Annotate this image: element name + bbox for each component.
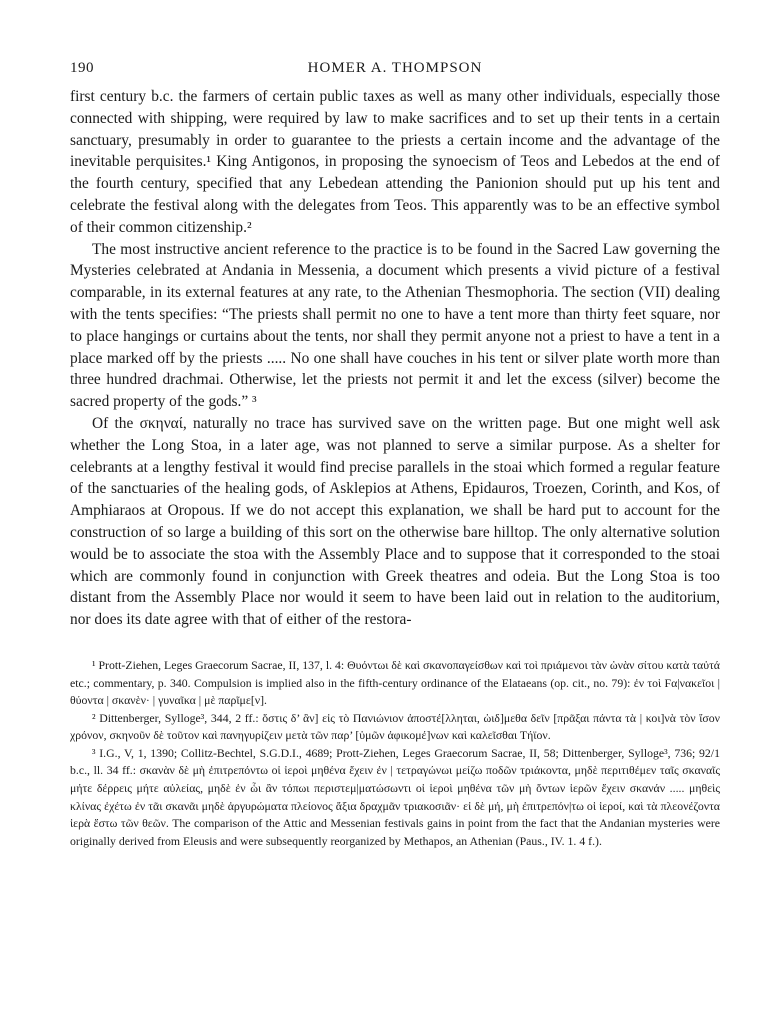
running-head [70, 60, 720, 86]
page-number: 190 [70, 60, 94, 76]
page [70, 60, 720, 850]
body-paragraph: The most instructive ancient reference to the practice is to be found in the Sacred Law governing the Mysteries celebrated at Andania in Messenia, a document which presents a vivid picture of a festival comparable, in its external features at any rate, to the Athenian Thesmophoria. The section (VII) dealing with the tents specifies: “The priests shall permit no one to have a tent more than thirty feet square, nor to place hangings or curtains about the tents, nor shall they permit anyone not a priest to have a tent in a place marked off by the priests ..... No one shall have couches in his tent or silver plate worth more than three hundred drachmai. Otherwise, let the priests not permit it and let the excess (silver) become the sacred property of the gods.” ³ [70, 240, 720, 411]
running-head-author: HOMER A. THOMPSON [307, 60, 483, 76]
footnote: ¹ Prott-Ziehen, Leges Graecorum Sacrae, II, 137, l. 4: Θυόντωι δὲ καὶ σκανοπαγείσθων καὶ τοὶ πριάμενοι τὰν ὠνὰν σίτου κατὰ ταὐτά etc.; commentary, p. 340. Compulsion is implied also in the fifth-century ordinance of the Elataeans (op. cit., no. 79): ἐν τοὶ Ϝα|νακεῖοι | θύοντα | σκανὲν· | γυναῖκα | μὲ παρῖμε[ν]. [70, 657, 720, 708]
footnote: ² Dittenberger, Sylloge³, 344, 2 ff.: ὅστις δ’ ἂν] εἰς τὸ Πανιώνιον ἀποστέ[λληται, ὡιδ]μεθα δεῖν [πρᾶξαι πάντα τὰ | κοι]νὰ τὸν ἴσον χρόνον, σκηνοῦν δὲ τοῦτον καὶ πανηγυρίζειν μετὰ τῶν παρ’ [ὑμῶν ἀφικομέ]νων καὶ καλεῖσθαι Τήϊον. [70, 710, 720, 743]
body-paragraph: Of the σκηναί, naturally no trace has survived save on the written page. But one might well ask whether the Long Stoa, in a later age, was not planned to serve a similar purpose. As a shelter for celebrants at a lengthy festival it would find precise parallels in the stoai which formed a regular feature of the sanctuaries of the healing gods, of Asklepios at Athens, Epidauros, Troezen, Corinth, and Kos, of Amphiaraos at Oropous. If we do not accept this explanation, we shall be hard put to account for the construction of so large a building of this sort on the otherwise bare hilltop. The only alternative solution would be to associate the stoa with the Assembly Place and to suppose that it corresponded to the stoai which are commonly found in conjunction with Greek theatres and odeia. But the Long Stoa is too distant from the Assembly Place nor would it seem to have been laid out in relation to the auditorium, nor does its date agree with that of either of the restora- [70, 414, 720, 629]
footnote: ³ I.G., V, 1, 1390; Collitz-Bechtel, S.G.D.I., 4689; Prott-Ziehen, Leges Graecorum Sacrae, II, 58; Dittenberger, Sylloge³, 736; 92/1 b.c., ll. 34 ff.: σκανὰν δὲ μὴ ἐπιτρεπόντω οἱ ἱεροὶ μηθένα ἔχειν ἐν | τετραγώνωι μείζω ποδῶν τριάκοντα, μηδὲ περιτιθέμεν ταῖς σκαναῖς μήτε δέρρεις μήτε αὐλείας, μηδὲ ἐν ὧι ἂν τόπωι περιστεμ|ματώσωντι οἱ ἱεροὶ μηθένα τῶν μὴ ὄντων ἱερῶν ἔχειν σκανάν ..... μηθεὶς κλίνας ἐχέτω ἐν τᾶι σκανᾶι μηδὲ ἀργυρώματα πλείονος ἄξια δραχμᾶν τριακοσιᾶν· εἰ δὲ μή, μὴ ἐπιτρεπόν|τω οἱ ἱεροί, καὶ τὰ πλεονέζοντα ἱερὰ ἔστω τῶν θεῶν. The comparison of the Attic and Messenian festivals gains in point from the fact that the Andanian mysteries were originally derived from Eleusis and were subsequently reorganized by Methapos, an Athenian (Paus., IV. 1. 4 f.). [70, 745, 720, 848]
footnotes [70, 657, 720, 851]
body-paragraph: first century b.c. the farmers of certain public taxes as well as many other individuals, especially those connected with shipping, were required by law to make sacrifices and to set up their tents in a certain sanctuary, presumably in order to guarantee to the priests a certain income and the advantage of the inevitable perquisites.¹ King Antigonos, in proposing the synoecism of Teos and Lebedos at the end of the fourth century, specified that any Lebedean attending the Panionion should put up his tent and celebrate the festival along with the delegates from Teos. This apparently was to be an effective symbol of their common citizenship.² [70, 88, 720, 236]
body-text [70, 86, 720, 631]
